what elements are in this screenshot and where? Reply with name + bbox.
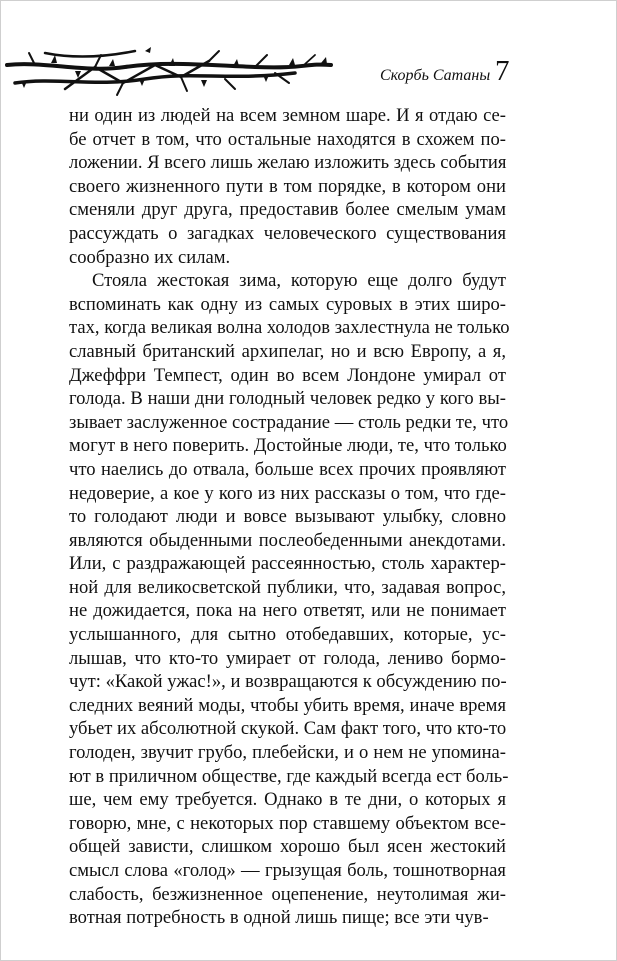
text-line: сообразно их силам. (69, 246, 231, 268)
text-line: лышав, что кто-то умирает от голода, лениво бормо- (69, 647, 506, 669)
text-line: славный британский архипелаг, но и всю Европу, а я, (69, 340, 506, 362)
text-line: говорю, мне, с некоторых пор ставшему объектом все- (69, 812, 506, 834)
text-line: вспоминать как одну из самых суровых в этих широ- (69, 293, 506, 315)
text-line: недоверие, а кое у кого из них рассказы о том, что где- (69, 482, 506, 504)
text-line: своего жизненного пути в том порядке, в котором они (69, 175, 506, 197)
paragraph (69, 104, 506, 269)
page-number: 7 (495, 55, 510, 87)
text-line: слабость, безжизненное оцепенение, неутолимая жи- (69, 883, 506, 905)
text-line: зывает заслуженное сострадание — столь редки те, что (69, 411, 509, 433)
text-line: ной для великосветской публики, что, задавая вопрос, (69, 576, 506, 598)
text-line: что наелись до отвала, больше всех прочих проявляют (69, 458, 506, 480)
text-line: голода. В наши дни голодный человек редко у кого вы- (69, 388, 506, 410)
paragraph (69, 269, 510, 930)
text-line: общей зависти, слишком хорошо был ясен жестокий (69, 836, 506, 858)
text-line: сменяли друг друга, предоставив более смелым умам (69, 199, 506, 221)
text-line: следних веяний моды, чтобы убить время, иначе время (69, 694, 506, 716)
text-line: ложении. Я всего лишь желаю изложить здесь события (69, 152, 507, 174)
text-line: вотная потребность в одной лишь пище; все эти чув- (69, 907, 489, 929)
text-line: убьет их абсолютной скукой. Сам факт того, что кто-то (69, 718, 507, 740)
text-line: не дожидается, пока на него ответят, или не понимает (69, 600, 506, 622)
text-line: услышанного, для сытно отобедавших, которые, ус- (69, 624, 506, 646)
text-line: смысл слова «голод» — грызущая боль, тошнотворная (69, 860, 506, 881)
text-line: ни один из людей на всем земном шаре. И я отдаю се- (69, 105, 506, 126)
text-line: рассуждать о загадках человеческого существования (69, 222, 506, 244)
text-line: то голодают люди и вовсе вызывают улыбку, словно (69, 506, 506, 528)
text-line: являются обыденными послеобеденными анекдотами. (69, 529, 506, 551)
text-line: бе отчет в том, что остальные находятся в схожем по- (69, 128, 506, 150)
text-line: ше, чем ему требуется. Однако в те дни, о которых я (69, 789, 506, 811)
text-line: ют в приличном обществе, где каждый всегда ест боль- (69, 765, 509, 787)
text-line: чут: «Какой ужас!», и возвращаются к обсуждению по- (69, 671, 507, 693)
thorn-branch-ornament (5, 43, 335, 99)
text-line: тах, когда великая волна холодов захлестнула не только (69, 317, 510, 339)
text-line: Стояла жестокая зима, которую еще долго будут (92, 270, 506, 292)
text-line: Джеффри Темпест, один во всем Лондоне умирал от (69, 364, 506, 386)
text-line: могут в него поверить. Достойные люди, те, что только (69, 435, 507, 457)
body-text (69, 104, 510, 930)
text-line: голоден, звучит грубо, плебейски, и о нем не упомина- (69, 742, 506, 764)
text-line: Или, с раздражающей рассеянностью, столь характер- (69, 553, 506, 575)
running-head-title: Скорбь Сатаны (380, 67, 491, 84)
